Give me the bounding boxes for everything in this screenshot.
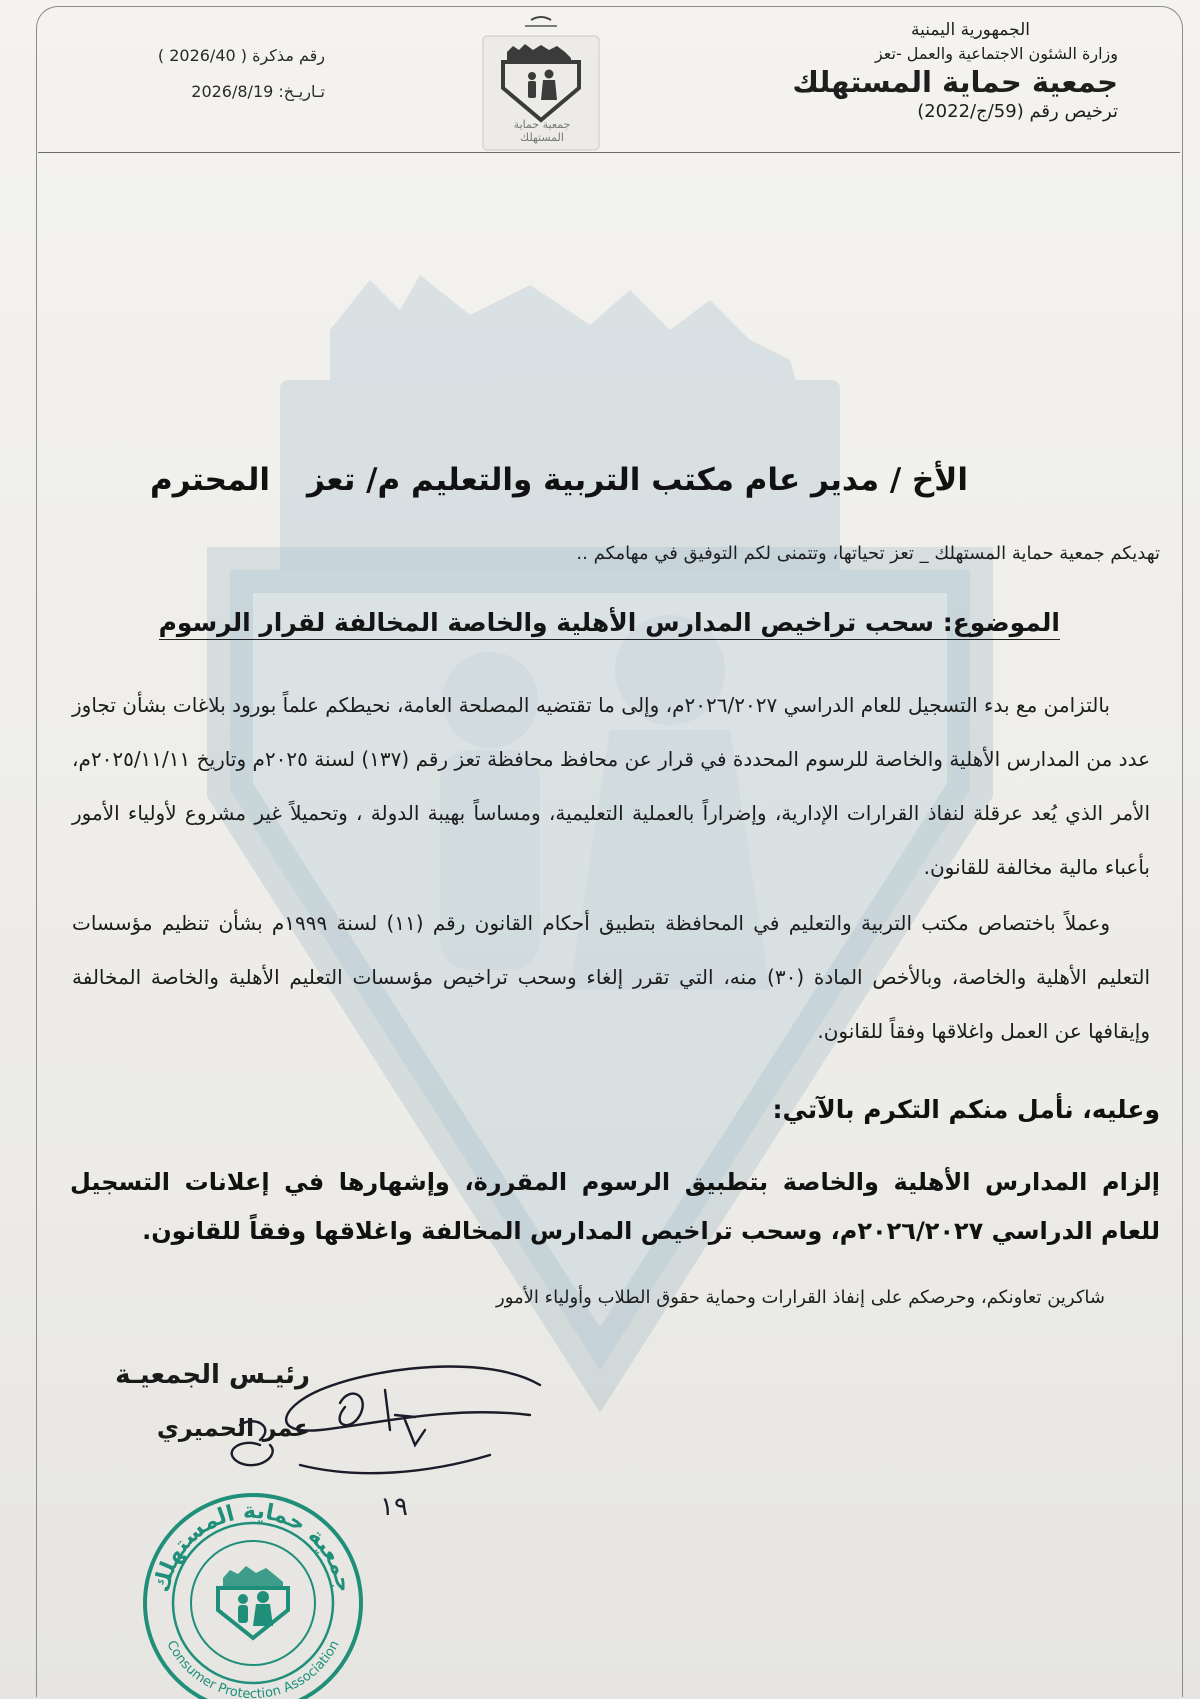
- stamp-english-text: Consumer Protection Association: [163, 1638, 343, 1699]
- letterhead-left: [125, 46, 325, 118]
- closing-line: شاكرين تعاونكم، وحرصكم على إنفاذ القرارات وحماية حقوق الطلاب وأولياء الأمور: [496, 1287, 1105, 1308]
- signatory-name: عمر الحميري: [156, 1414, 310, 1442]
- letter-body: [72, 678, 1150, 1058]
- logo-caption: جمعية حماية المستهلك: [513, 118, 571, 144]
- greeting: تهديكم جمعية حماية المستهلك _ تعز تحياتها، وتتمنى لكم التوفيق في مهامكم ..: [576, 543, 1160, 564]
- letterhead-right: [792, 20, 1118, 122]
- memo-number: رقم مذكرة ( 2026/40 ): [157, 46, 325, 65]
- association-stamp-icon: [128, 1478, 368, 1699]
- republic-name: الجمهورية اليمنية: [910, 20, 1030, 40]
- memo-date: تـاريـخ: 2026/8/19: [191, 82, 325, 101]
- stamp-arabic-text: جمعية حماية المستهلك: [149, 1498, 357, 1595]
- handwritten-day: ١٩: [380, 1492, 408, 1522]
- signatory-title: رئيـس الجمعيـة: [115, 1360, 310, 1390]
- header-divider: [38, 152, 1180, 153]
- ministry-name: وزارة الشئون الاجتماعية والعمل -تعز: [874, 44, 1118, 63]
- addressee: الأخ / مدير عام مكتب التربية والتعليم م/ تعز: [306, 462, 968, 498]
- request-intro: وعليه، نأمل منكم التكرم بالآتي:: [772, 1095, 1160, 1124]
- honorific: المحترم: [150, 462, 271, 498]
- subject-line: الموضوع: سحب تراخيص المدارس الأهلية والخاصة المخالفة لقرار الرسوم: [159, 608, 1060, 640]
- license-number: ترخيص رقم (59/ج/2022): [917, 101, 1118, 122]
- body-paragraph-1: بالتزامن مع بدء التسجيل للعام الدراسي ٢٠٢٦/٢٠٢٧م، وإلى ما تقتضيه المصلحة العامة، نحيطكم علماً بورود بلاغات بشأن تجاوز عدد من المدارس الأهلية والخاصة للرسوم المحددة في قرار عن محافظ محافظة تعز رقم (١٣٧) لسنة ٢٠٢٥م وتاريخ ٢٠٢٥/١١/١١م، الأمر الذي يُعد عرقلة لنفاذ القرارات الإدارية، وإضراراً بالعملية التعليمية، ومساساً بهيبة الدولة ، وتحميلاً غير مشروع لأولياء الأمور بأعباء مالية مخالفة للقانون.: [72, 693, 1151, 879]
- body-paragraph-2: وعملاً باختصاص مكتب التربية والتعليم في المحافظة بتطبيق أحكام القانون رقم (١١) لسنة ١٩٩٩م بشأن تنظيم مؤسسات التعليم الأهلية والخاصة، وبالأخص المادة (٣٠) منه، التي تقرر إلغاء وسحب تراخيص مؤسسات التعليم الأهلية والخاصة المخالفة وإيقافها عن العمل واغلاقها وفقاً للقانون.: [72, 911, 1150, 1043]
- association-name: جمعية حماية المستهلك: [792, 65, 1118, 99]
- request-item: إلزام المدارس الأهلية والخاصة بتطبيق الرسوم المقررة، وإشهارها في إعلانات التسجيل للعام الدراسي ٢٠٢٦/٢٠٢٧م، وسحب تراخيص المدارس المخالفة واغلاقها وفقاً للقانون.: [70, 1168, 1160, 1245]
